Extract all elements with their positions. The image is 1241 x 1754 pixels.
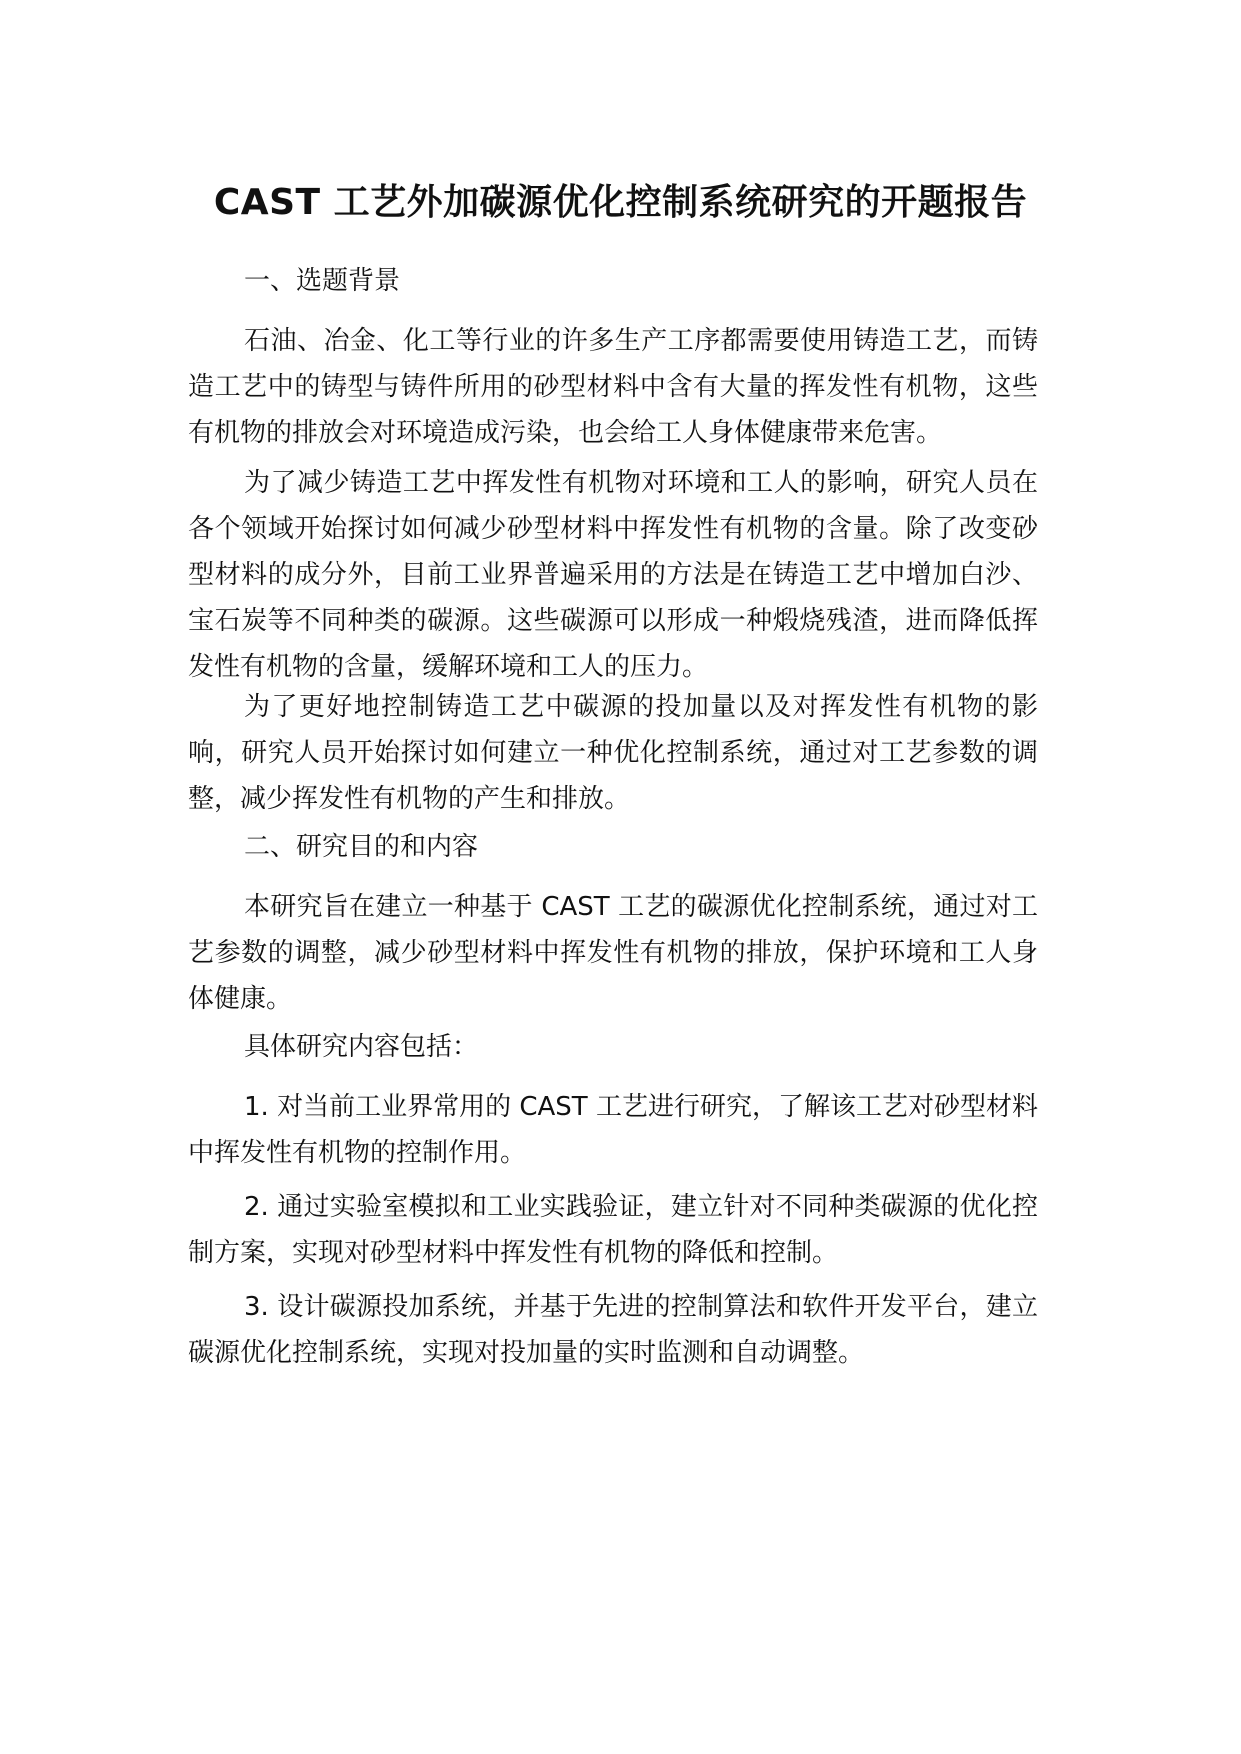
paragraph-background-1: 石油、冶金、化工等行业的许多生产工序都需要使用铸造工艺，而铸造工艺中的铸型与铸件所用的砂型材料中含有大量的挥发性有机物，这些有机物的排放会对环境造成污染，也会给工人身体健康带来危害。 bbox=[188, 326, 1038, 448]
paragraph-content-intro: 具体研究内容包括： bbox=[244, 1032, 479, 1062]
paragraph-background-3: 为了更好地控制铸造工艺中碳源的投加量以及对挥发性有机物的影响，研究人员开始探讨如何建立一种优化控制系统，通过对工艺参数的调整，减少挥发性有机物的产生和排放。 bbox=[188, 692, 1038, 814]
document-title: CAST 工艺外加碳源优化控制系统研究的开题报告 bbox=[213, 182, 1028, 223]
paragraph-objectives-1: 本研究旨在建立一种基于 CAST 工艺的碳源优化控制系统，通过对工艺参数的调整，减少砂型材料中挥发性有机物的排放，保护环境和工人身体健康。 bbox=[188, 892, 1038, 1014]
list-item-3: 3. 设计碳源投加系统，并基于先进的控制算法和软件开发平台，建立碳源优化控制系统，实现对投加量的实时监测和自动调整。 bbox=[188, 1292, 1038, 1368]
list-item-1: 1. 对当前工业界常用的 CAST 工艺进行研究，了解该工艺对砂型材料中挥发性有机物的控制作用。 bbox=[188, 1092, 1038, 1168]
section-heading-objectives: 二、研究目的和内容 bbox=[244, 832, 479, 862]
section-heading-background: 一、选题背景 bbox=[244, 266, 401, 296]
list-item-2: 2. 通过实验室模拟和工业实践验证，建立针对不同种类碳源的优化控制方案，实现对砂型材料中挥发性有机物的降低和控制。 bbox=[188, 1192, 1038, 1268]
paragraph-background-2: 为了减少铸造工艺中挥发性有机物对环境和工人的影响，研究人员在各个领域开始探讨如何减少砂型材料中挥发性有机物的含量。除了改变砂型材料的成分外，目前工业界普遍采用的方法是在铸造工艺中增加白沙、宝石炭等不同种类的碳源。这些碳源可以形成一种煅烧残渣，进而降低挥发性有机物的含量，缓解环境和工人的压力。 bbox=[188, 468, 1038, 682]
